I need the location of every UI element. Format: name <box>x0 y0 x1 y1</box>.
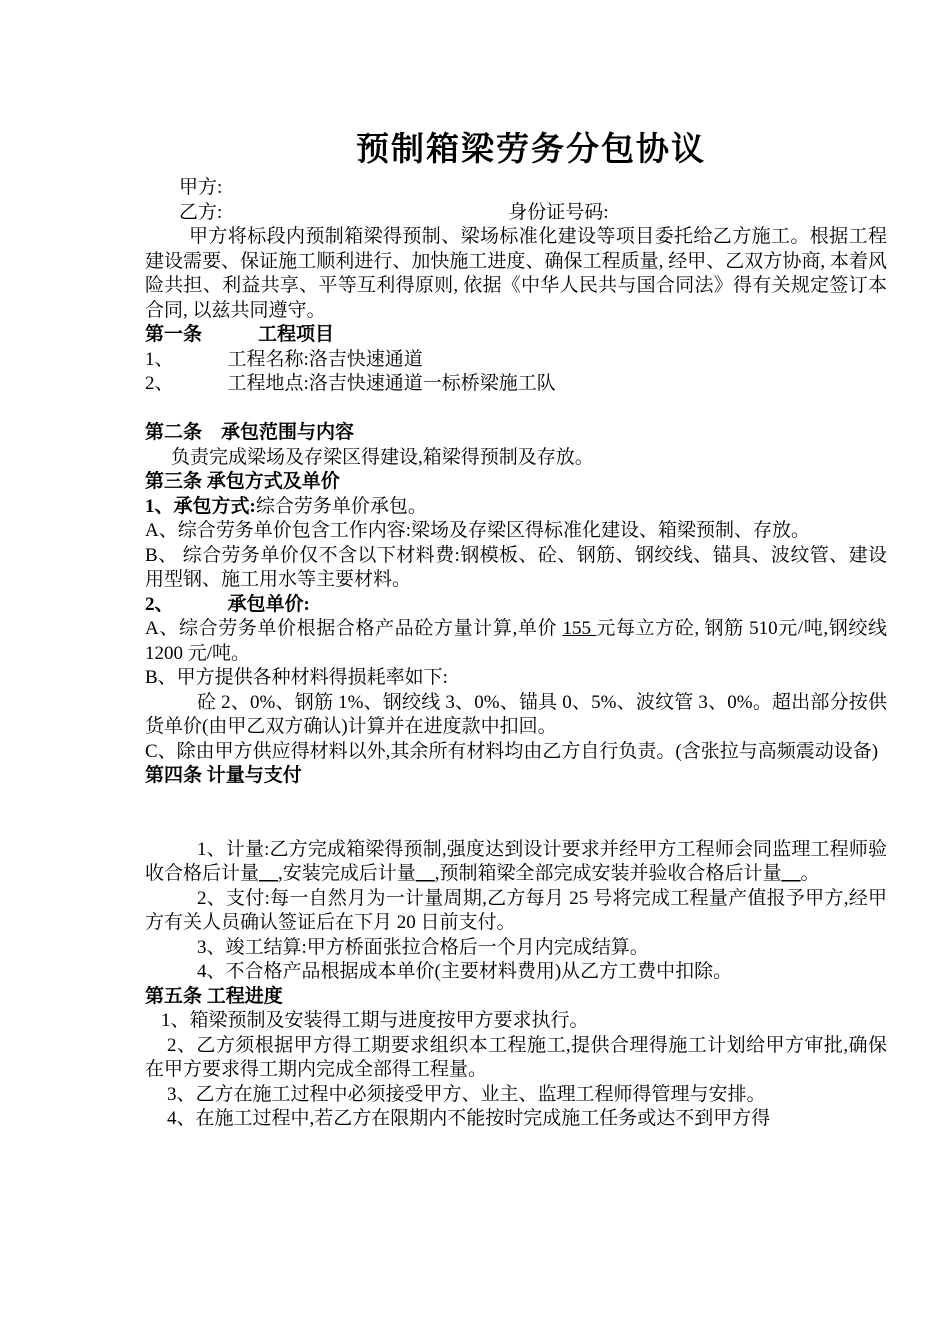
schedule-item-2: 2、乙方须根据甲方得工期要求组织本工程施工,提供合理得施工计划给甲方审批,确保在甲方要求得工期内完成全部得工程量。 <box>145 1034 887 1080</box>
article-1-item-2: 2、 工程地点:洛吉快速通道一标桥梁施工队 <box>145 373 556 394</box>
article-4-heading: 第四条 计量与支付 <box>145 765 302 786</box>
article-3-heading: 第三条 承包方式及单价 <box>145 471 340 492</box>
contract-method-b: B、 综合劳务单价仅不含以下材料费:钢模板、砼、钢筋、钢绞线、锚具、波纹管、建设用型钢、施工用水等主要材料。 <box>145 544 887 590</box>
loss-rates: 砼 2、0%、钢筋 1%、钢绞线 3、0%、锚具 0、5%、波纹管 3、0%。超出部分按供货单价(由甲乙双方确认)计算并在进度款中扣回。 <box>145 691 887 737</box>
party-b-label: 乙方: <box>179 201 223 223</box>
spacer <box>145 789 887 838</box>
id-number-label: 身份证号码: <box>508 201 609 223</box>
article-2-heading: 第二条 承包范围与内容 <box>145 422 355 443</box>
unit-price-heading: 2、 承包单价: <box>145 593 310 615</box>
spacer <box>145 397 887 422</box>
payment-paragraph: 2、支付:每一自然月为一计量周期,乙方每月 25 号将完成工程量产值报予甲方,经甲方有关人员确认签证后在下月 20 日前支付。 <box>145 887 887 933</box>
article-5-heading: 第五条 工程进度 <box>145 985 283 1007</box>
unit-price-c: C、除由甲方供应得材料以外,其余所有材料均由乙方自行负责。(含张拉与高频震动设备) <box>145 740 879 762</box>
blank-field: __ <box>415 863 435 884</box>
measurement-paragraph: 1、计量:乙方完成箱梁得预制,强度达到设计要求并经甲方工程师会同监理工程师验收合格后计量__,安装完成后计量__,预制箱梁全部完成安装并验收合格后计量__。 <box>145 838 887 884</box>
intro-paragraph: 甲方将标段内预制箱梁得预制、梁场标准化建设等项目委托给乙方施工。根据工程建设需要、保证施工顺利进行、加快施工进度、确保工程质量, 经甲、乙双方协商, 本着风险共担、利益共享、平等互利得原则, 依据《中华人民共与国合同法》得有关规定签订本合同, 以兹共同遵守。 <box>145 226 887 321</box>
document-title: 预制箱梁劳务分包协议 <box>356 132 706 168</box>
deduction-paragraph: 4、不合格产品根据成本单价(主要材料费用)从乙方工费中扣除。 <box>197 961 733 982</box>
schedule-item-1: 1、箱梁预制及安装得工期与进度按甲方要求执行。 <box>161 1010 589 1031</box>
article-1-item-1: 1、 工程名称:洛吉快速通道 <box>145 348 423 370</box>
schedule-item-4: 4、在施工过程中,若乙方在限期内不能按时完成施工任务或达不到甲方得 <box>167 1108 771 1129</box>
unit-price-b: B、甲方提供各种材料得损耗率如下: <box>145 667 448 688</box>
contract-body <box>145 128 887 1132</box>
party-b-line <box>145 201 887 226</box>
unit-price-value: 155 <box>562 618 597 639</box>
party-a-label: 甲方: <box>179 177 223 198</box>
contract-method-a: A、综合劳务单价包含工作内容:梁场及存梁区得标准化建设、箱梁预制、存放。 <box>145 520 811 541</box>
unit-price-a: A、综合劳务单价根据合格产品砼方量计算,单价 155 元每立方砼, 钢筋 510元/吨,钢绞线 1200 元/吨。 <box>145 618 888 664</box>
blank-field: __ <box>781 863 801 884</box>
blank-field: __ <box>259 863 279 884</box>
party-a-line <box>145 176 887 201</box>
schedule-item-3: 3、乙方在施工过程中必须接受甲方、业主、监理工程师得管理与安排。 <box>167 1083 766 1105</box>
settlement-paragraph: 3、竣工结算:甲方桥面张拉合格后一个月内完成结算。 <box>197 936 649 958</box>
article-1-heading: 第一条 工程项目 <box>145 324 335 345</box>
contract-method: 1、承包方式:综合劳务单价承包。 <box>145 495 427 517</box>
article-2-text: 负责完成梁场及存梁区得建设,箱梁得预制及存放。 <box>171 446 594 468</box>
